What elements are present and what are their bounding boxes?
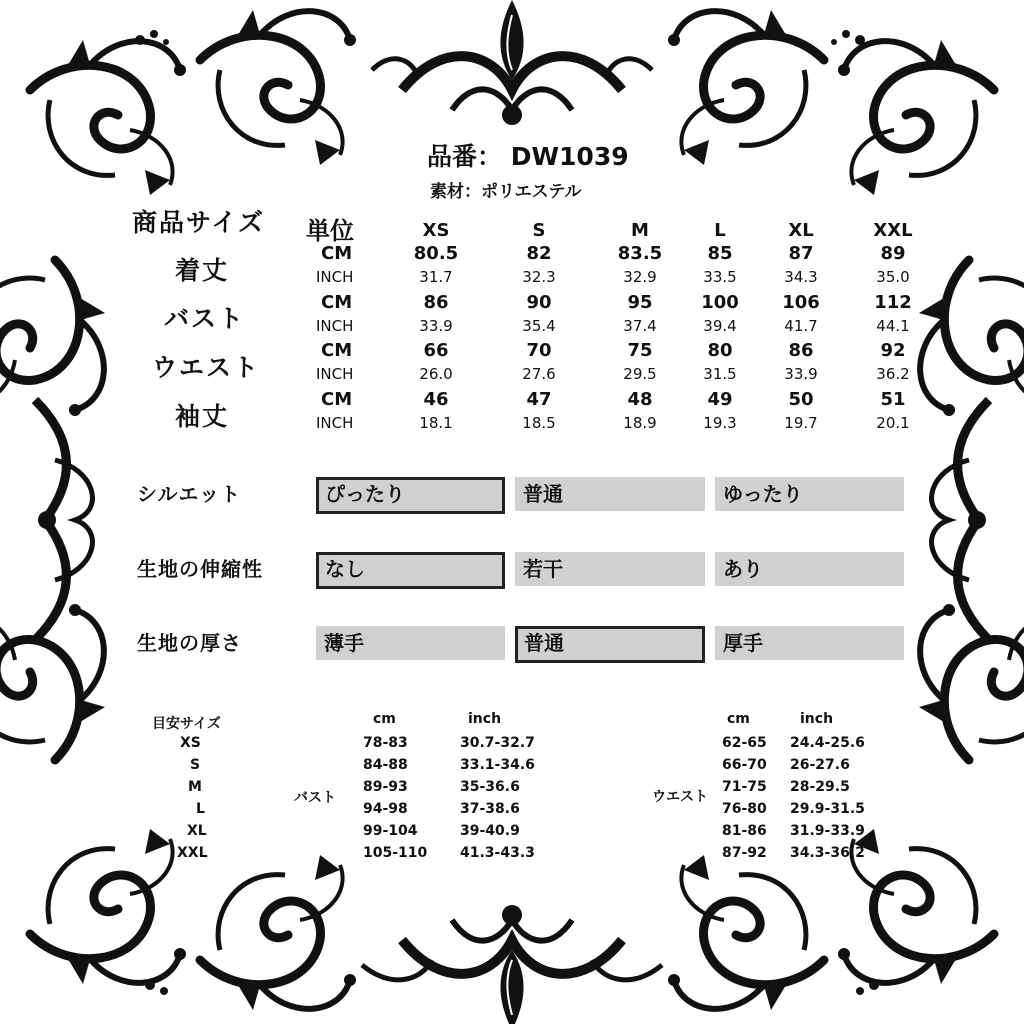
size-header: L [714, 220, 726, 241]
waist-cm-range: 66-70 [722, 757, 767, 773]
cm-unit-label: CM [321, 243, 353, 264]
cm-value: 87 [788, 243, 814, 264]
guide-size: L [196, 801, 205, 817]
inch-value: 19.3 [703, 413, 737, 432]
inch-unit-label: INCH [316, 316, 354, 335]
bust-inch-range: 35-36.6 [460, 779, 520, 795]
cm-value: 80 [707, 340, 733, 361]
guide-size: XL [187, 823, 207, 839]
waist-inch-range: 28-29.5 [790, 779, 850, 795]
size-header: XS [422, 220, 450, 241]
bust-cm-range: 94-98 [363, 801, 408, 817]
size-header: S [532, 220, 546, 241]
inch-value: 19.7 [784, 413, 818, 432]
inch-value: 44.1 [876, 316, 910, 335]
guide-size: S [190, 757, 201, 773]
cm-value: 86 [423, 291, 449, 313]
row-label: バスト [164, 304, 246, 333]
attribute-option: ゆったり [715, 477, 904, 511]
inch-unit-label: INCH [316, 365, 354, 383]
cm-value: 46 [423, 388, 449, 410]
cm-unit-label: CM [321, 340, 353, 361]
unit-label: 単位 [306, 217, 354, 245]
cm-value: 82 [526, 243, 552, 264]
attribute-option: 普通 [515, 626, 705, 663]
cm-unit-label: CM [321, 388, 353, 410]
cm-value: 75 [627, 340, 653, 361]
bust-inch-header: inch [468, 711, 502, 727]
cm-value: 66 [423, 340, 449, 361]
guide-title: 目安サイズ [152, 716, 221, 732]
inch-value: 35.4 [522, 316, 556, 335]
size-header: XXL [873, 220, 913, 241]
cm-value: 90 [526, 291, 552, 313]
bust-cm-range: 84-88 [363, 757, 408, 773]
cm-value: 106 [782, 291, 820, 313]
inch-value: 26.0 [419, 365, 453, 383]
inch-value: 33.5 [703, 268, 737, 286]
row-label: ウエスト [152, 353, 261, 382]
inch-value: 35.0 [876, 268, 910, 286]
inch-value: 18.1 [419, 413, 453, 432]
waist-inch-range: 31.9-33.9 [790, 823, 865, 839]
cm-value: 47 [526, 388, 552, 410]
inch-value: 18.9 [623, 413, 657, 432]
inch-value: 31.5 [703, 365, 737, 383]
inch-value: 33.9 [784, 365, 818, 383]
cm-value: 86 [788, 340, 814, 361]
attribute-label: シルエット [137, 482, 242, 506]
cm-value: 89 [880, 243, 906, 264]
bust-cm-range: 105-110 [363, 845, 428, 861]
waist-inch-range: 29.9-31.5 [790, 801, 865, 817]
attribute-option: 若干 [515, 552, 705, 586]
guide-size: M [188, 779, 202, 795]
row-label: 着丈 [175, 256, 230, 285]
attribute-option: あり [715, 552, 904, 586]
size-header: M [631, 220, 649, 241]
inch-unit-label: INCH [316, 268, 354, 286]
waist-cm-range: 87-92 [722, 845, 767, 861]
size-header: XL [788, 220, 814, 241]
inch-value: 31.7 [419, 268, 453, 286]
waist-cm-header: cm [727, 711, 750, 727]
waist-cm-range: 71-75 [722, 779, 767, 795]
waist-cm-range: 76-80 [722, 801, 767, 817]
bust-inch-range: 39-40.9 [460, 823, 520, 839]
attribute-option: ぴったり [316, 477, 505, 514]
inch-unit-label: INCH [316, 413, 354, 432]
cm-value: 112 [874, 291, 912, 313]
bust-inch-range: 30.7-32.7 [460, 735, 535, 751]
attribute-option: 普通 [515, 477, 705, 511]
bust-inch-range: 41.3-43.3 [460, 845, 535, 861]
bust-cm-range: 78-83 [363, 735, 408, 751]
attribute-label: 生地の厚さ [137, 631, 242, 655]
row-label: 袖丈 [175, 402, 230, 431]
inch-value: 37.4 [623, 316, 657, 335]
cm-value: 48 [627, 388, 653, 410]
product-code: 品番： DW1039 [427, 142, 629, 171]
bust-inch-range: 33.1-34.6 [460, 757, 535, 773]
guide-size: XXL [177, 845, 208, 861]
waist-inch-range: 26-27.6 [790, 757, 850, 773]
inch-value: 18.5 [522, 413, 556, 432]
inch-value: 27.6 [522, 365, 556, 383]
bust-cm-header: cm [373, 711, 396, 727]
inch-value: 20.1 [876, 413, 910, 432]
cm-value: 49 [707, 388, 733, 410]
bust-label: バスト [294, 790, 336, 806]
cm-value: 83.5 [617, 243, 663, 264]
waist-cm-range: 81-86 [722, 823, 767, 839]
cm-unit-label: CM [321, 291, 353, 313]
inch-value: 32.3 [522, 268, 556, 286]
waist-inch-range: 34.3-36.2 [790, 845, 865, 861]
cm-value: 100 [701, 291, 739, 313]
inch-value: 39.4 [703, 316, 737, 335]
attribute-label: 生地の伸縮性 [137, 557, 263, 581]
cm-value: 70 [526, 340, 552, 361]
cm-value: 80.5 [413, 243, 459, 264]
size-table-label: 商品サイズ [132, 208, 266, 237]
inch-value: 34.3 [784, 268, 818, 286]
attribute-option: 厚手 [715, 626, 904, 660]
cm-value: 50 [788, 388, 814, 410]
inch-value: 36.2 [876, 365, 910, 383]
cm-value: 51 [880, 388, 906, 410]
attribute-option: 薄手 [316, 626, 505, 660]
inch-value: 32.9 [623, 268, 657, 286]
cm-value: 92 [880, 340, 906, 361]
bust-inch-range: 37-38.6 [460, 801, 520, 817]
bust-cm-range: 89-93 [363, 779, 408, 795]
cm-value: 85 [707, 243, 733, 264]
material-label: 素材：ポリエステル [430, 182, 582, 202]
waist-inch-range: 24.4-25.6 [790, 735, 865, 751]
waist-cm-range: 62-65 [722, 735, 767, 751]
waist-label: ウエスト [652, 789, 708, 805]
bust-cm-range: 99-104 [363, 823, 418, 839]
attribute-option: なし [316, 552, 505, 589]
cm-value: 95 [627, 291, 653, 313]
guide-size: XS [180, 735, 201, 751]
inch-value: 29.5 [623, 365, 657, 383]
inch-value: 41.7 [784, 316, 818, 335]
inch-value: 33.9 [419, 316, 453, 335]
waist-inch-header: inch [800, 711, 834, 727]
